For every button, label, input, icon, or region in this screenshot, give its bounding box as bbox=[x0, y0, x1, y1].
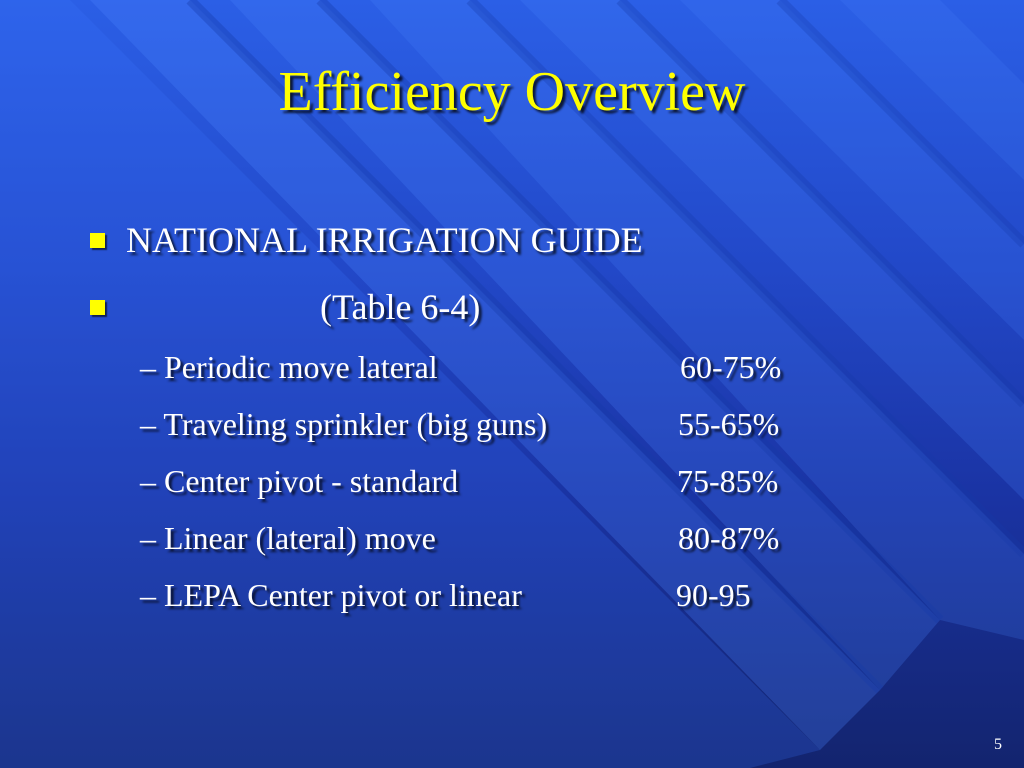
bullet-table-reference: (Table 6-4) bbox=[320, 287, 481, 327]
list-item-label: – LEPA Center pivot or linear bbox=[140, 577, 522, 613]
list-item-value: 80-87% bbox=[678, 520, 780, 556]
list-item-label: – Traveling sprinkler (big guns) bbox=[140, 406, 548, 442]
list-item-label: – Periodic move lateral bbox=[140, 349, 438, 385]
list-item-value: 90-95 bbox=[676, 577, 751, 613]
list-item-label: – Linear (lateral) move bbox=[140, 520, 436, 556]
list-item-value: 75-85% bbox=[677, 463, 779, 499]
square-bullet-icon bbox=[90, 233, 105, 248]
square-bullet-icon bbox=[90, 300, 105, 315]
list-item-label: – Center pivot - standard bbox=[140, 463, 459, 499]
page-number: 5 bbox=[994, 736, 1002, 753]
list-item-value: 60-75% bbox=[680, 349, 782, 385]
bullet-national-irrigation-guide: NATIONAL IRRIGATION GUIDE bbox=[126, 220, 643, 260]
list-item-value: 55-65% bbox=[678, 406, 780, 442]
slide-title: Efficiency Overview bbox=[278, 61, 746, 123]
